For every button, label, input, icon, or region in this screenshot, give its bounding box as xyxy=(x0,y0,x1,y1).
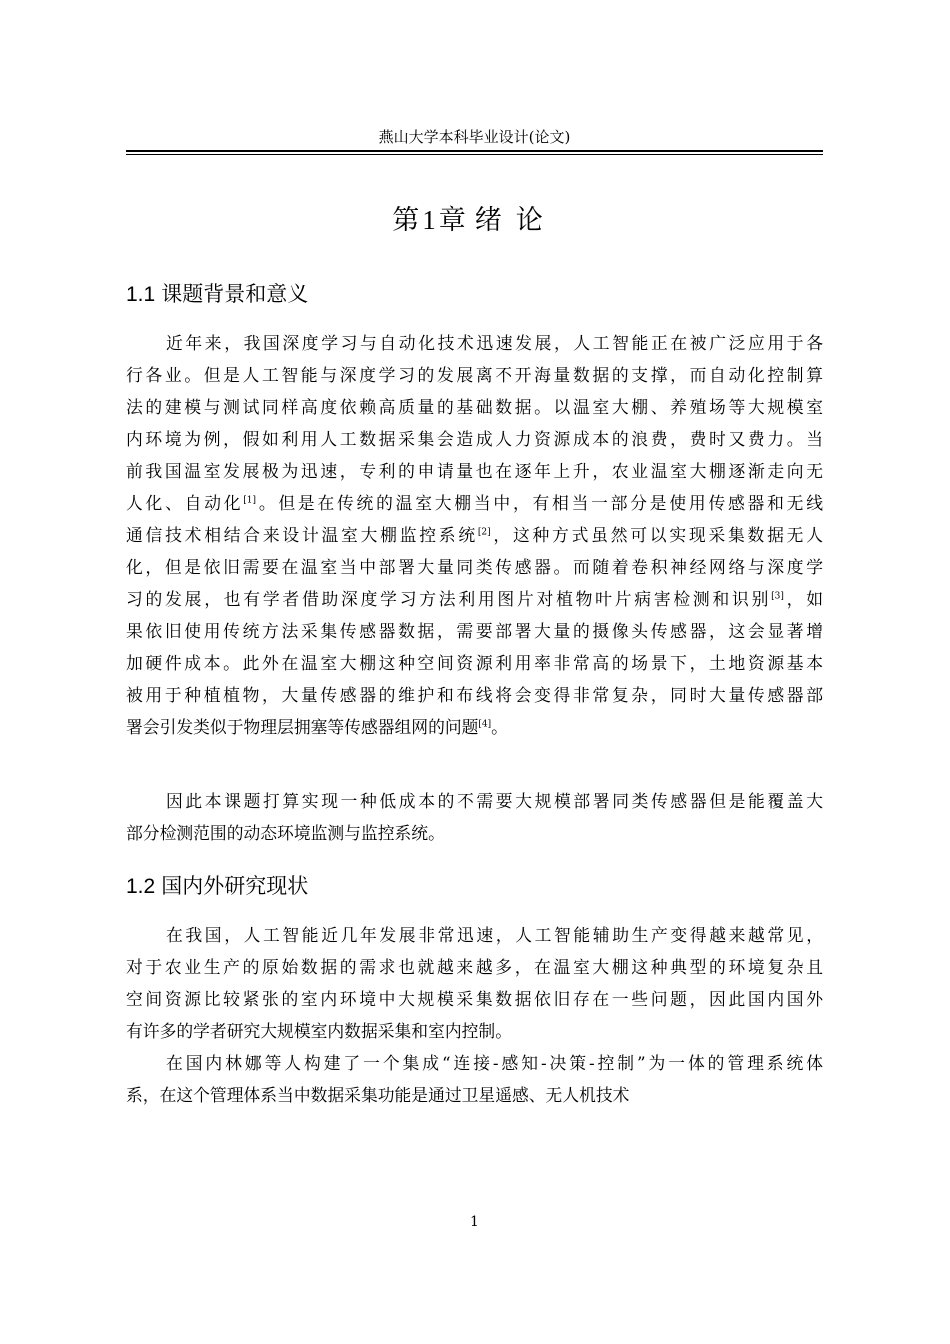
chapter-word: 绪论 xyxy=(474,205,557,236)
chapter-prefix: 第 xyxy=(392,205,421,236)
header-rule-thin xyxy=(126,154,823,155)
text-line: 通信技术相结合来设计温室大棚监控系统[2]，这种方式虽然可以实现采集数据无人 xyxy=(126,525,823,545)
section-number: 1.1 xyxy=(126,283,156,306)
section-heading-1-1 xyxy=(126,279,823,310)
text-line: 在我国，人工智能近几年发展非常迅速，人工智能辅助生产变得越来越常见， xyxy=(166,925,823,945)
chapter-number: 1 xyxy=(422,205,437,235)
paragraph-background xyxy=(126,327,823,743)
citation-ref: [3] xyxy=(771,591,784,602)
text-line: 行各业。但是人工智能与深度学习的发展离不开海量数据的支撑，而自动化控制算 xyxy=(126,365,823,385)
text-line: 加硬件成本。此外在温室大棚这种空间资源利用率非常高的场景下，土地资源基本 xyxy=(126,653,823,673)
text-line: 空间资源比较紧张的室内环境中大规模采集数据依旧存在一些问题，因此国内国外 xyxy=(126,989,823,1009)
citation-ref: [2] xyxy=(477,527,491,538)
text-line: 人化、自动化[1]。但是在传统的温室大棚当中，有相当一部分是使用传感器和无线 xyxy=(126,493,823,513)
text-line: 被用于种植植物，大量传感器的维护和布线将会变得非常复杂，同时大量传感器部 xyxy=(126,685,823,705)
chapter-title xyxy=(126,200,823,241)
paragraph-purpose xyxy=(126,785,823,849)
text-line: 系，在这个管理体系当中数据采集功能是通过卫星遥感、无人机技术 xyxy=(126,1085,630,1105)
paragraph-research-status xyxy=(126,919,823,1047)
section-title: 课题背景和意义 xyxy=(161,282,309,306)
citation-ref: [4] xyxy=(478,719,492,730)
text-line: 因此本课题打算实现一种低成本的不需要大规模部署同类传感器但是能覆盖大 xyxy=(166,791,823,811)
text-line: 内环境为例，假如利用人工数据采集会造成人力资源成本的浪费，费时又费力。当 xyxy=(126,429,823,449)
text-line: 习的发展，也有学者借助深度学习方法利用图片对植物叶片病害检测和识别[3]，如 xyxy=(126,589,823,609)
page-number: 1 xyxy=(470,1214,479,1230)
section-title: 国内外研究现状 xyxy=(161,874,309,898)
citation-ref: [1] xyxy=(243,495,257,506)
text-line: 对于农业生产的原始数据的需求也就越来越多，在温室大棚这种典型的环境复杂且 xyxy=(126,957,823,977)
section-heading-1-2 xyxy=(126,871,823,902)
text-line: 近年来，我国深度学习与自动化技术迅速发展，人工智能正在被广泛应用于各 xyxy=(166,333,823,353)
chapter-suffix: 章 xyxy=(438,205,467,236)
header-rule-thick xyxy=(126,150,823,152)
text-line: 果依旧使用传统方法采集传感器数据，需要部署大量的摄像头传感器，这会显著增 xyxy=(126,621,823,641)
page-header-title: 燕山大学本科毕业设计(论文) xyxy=(378,128,571,146)
section-number: 1.2 xyxy=(126,875,156,898)
text-line: 在国内林娜等人构建了一个集成“连接-感知-决策-控制”为一体的管理系统体 xyxy=(166,1053,823,1073)
text-line: 部分检测范围的动态环境监测与监控系统。 xyxy=(126,823,445,843)
text-line: 法的建模与测试同样高度依赖高质量的基础数据。以温室大棚、养殖场等大规模室 xyxy=(126,397,823,417)
text-line: 前我国温室发展极为迅速，专利的申请量也在逐年上升，农业温室大棚逐渐走向无 xyxy=(126,461,823,481)
text-line: 有许多的学者研究大规模室内数据采集和室内控制。 xyxy=(126,1021,512,1041)
paragraph-domestic-research xyxy=(126,1047,823,1111)
text-line: 化，但是依旧需要在温室当中部署大量同类传感器。而随着卷积神经网络与深度学 xyxy=(126,557,823,577)
text-line: 署会引发类似于物理层拥塞等传感器组网的问题[4]。 xyxy=(126,717,508,737)
